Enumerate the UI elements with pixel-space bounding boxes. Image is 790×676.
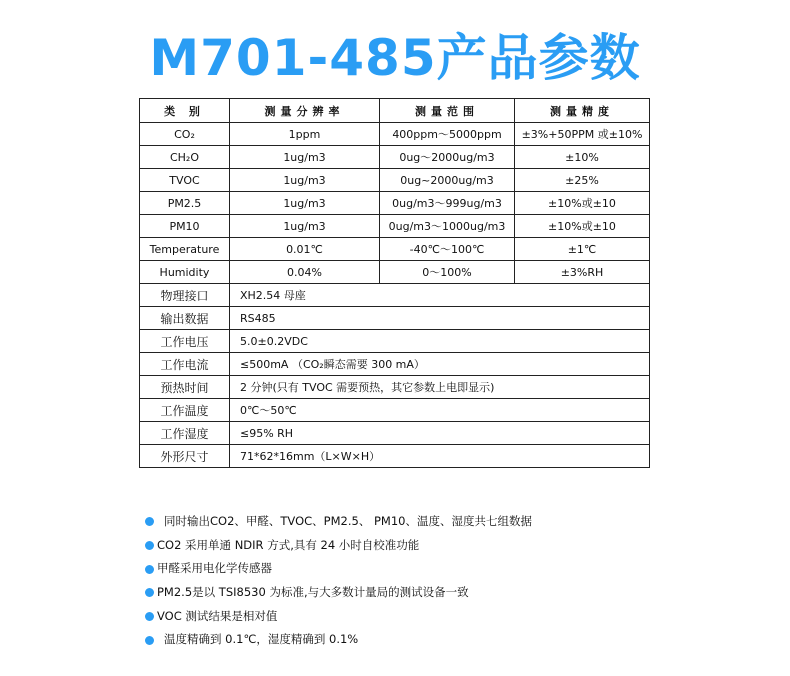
table-cell: CH₂O: [140, 146, 230, 169]
table-cell: 0.01℃: [230, 238, 380, 261]
spec-label: 工作电压: [140, 330, 230, 353]
list-item: [145, 557, 705, 581]
bullet-icon: [145, 565, 154, 574]
bullet-icon: [145, 517, 154, 526]
table-cell: ±10%: [515, 146, 650, 169]
spec-row: [140, 445, 650, 468]
table-cell: PM2.5: [140, 192, 230, 215]
spec-label: 预热时间: [140, 376, 230, 399]
table-cell: Temperature: [140, 238, 230, 261]
spec-label: 工作电流: [140, 353, 230, 376]
column-header: 测量精度: [515, 99, 650, 123]
list-item-text: CO2 采用单通 NDIR 方式,具有 24 小时自校准功能: [157, 537, 420, 552]
table-cell: ±1℃: [515, 238, 650, 261]
table-cell: 0ug~2000ug/m3: [380, 169, 515, 192]
list-item: [145, 510, 705, 534]
table-cell: 1ug/m3: [230, 192, 380, 215]
column-header: 测量分辨率: [230, 99, 380, 123]
spec-value: 0℃～50℃: [230, 399, 650, 422]
list-item: [145, 628, 705, 652]
table-cell: ±3%RH: [515, 261, 650, 284]
table-cell: 400ppm～5000ppm: [380, 123, 515, 146]
table-row: [140, 238, 650, 261]
spec-row: [140, 307, 650, 330]
bullet-icon: [145, 636, 154, 645]
list-item-text: PM2.5是以 TSI8530 为标准,与大多数计量局的测试设备一致: [157, 585, 469, 600]
column-header: 测量范围: [380, 99, 515, 123]
table-cell: CO₂: [140, 123, 230, 146]
list-item-text: VOC 测试结果是相对值: [157, 608, 278, 623]
table-cell: Humidity: [140, 261, 230, 284]
list-item: [145, 605, 705, 629]
column-header: 类 别: [140, 99, 230, 123]
table-cell: -40℃～100℃: [380, 238, 515, 261]
bullet-icon: [145, 541, 154, 550]
spec-value: XH2.54 母座: [230, 284, 650, 307]
spec-value: ≤95% RH: [230, 422, 650, 445]
table-header-row: [140, 99, 650, 123]
parameter-table: [139, 98, 650, 468]
spec-value: ≤500mA （CO₂瞬态需要 300 mA）: [230, 353, 650, 376]
table-cell: 0ug/m3～1000ug/m3: [380, 215, 515, 238]
table-cell: ±10%或±10: [515, 215, 650, 238]
spec-value: 5.0±0.2VDC: [230, 330, 650, 353]
table-cell: 1ug/m3: [230, 146, 380, 169]
page-title: M701-485产品参数: [149, 29, 641, 87]
list-item-text: 甲醛采用电化学传感器: [157, 561, 272, 576]
table-cell: 1ug/m3: [230, 169, 380, 192]
spec-label: 外形尺寸: [140, 445, 230, 468]
feature-list: [145, 510, 705, 652]
table-cell: ±10%或±10: [515, 192, 650, 215]
list-item: [145, 581, 705, 605]
table-row: [140, 123, 650, 146]
spec-row: [140, 422, 650, 445]
table-cell: 1ug/m3: [230, 215, 380, 238]
table-row: [140, 215, 650, 238]
table-cell: 1ppm: [230, 123, 380, 146]
bullet-icon: [145, 612, 154, 621]
spec-label: 输出数据: [140, 307, 230, 330]
table-cell: ±3%+50PPM 或±10%: [515, 123, 650, 146]
list-item: [145, 534, 705, 558]
spec-label: 工作温度: [140, 399, 230, 422]
list-item-text: 同时输出CO2、甲醛、TVOC、PM2.5、 PM10、温度、湿度共七组数据: [164, 514, 532, 528]
table-cell: 0ug～2000ug/m3: [380, 146, 515, 169]
spec-row: [140, 376, 650, 399]
table-cell: 0.04%: [230, 261, 380, 284]
spec-value: RS485: [230, 307, 650, 330]
table-row: [140, 261, 650, 284]
table-cell: 0ug/m3～999ug/m3: [380, 192, 515, 215]
list-item-text: 温度精确到 0.1℃，湿度精确到 0.1%: [164, 632, 359, 647]
spec-label: 物理接口: [140, 284, 230, 307]
spec-row: [140, 399, 650, 422]
table-cell: TVOC: [140, 169, 230, 192]
table-cell: PM10: [140, 215, 230, 238]
spec-row: [140, 284, 650, 307]
table-row: [140, 192, 650, 215]
table-cell: 0～100%: [380, 261, 515, 284]
spec-value: 71*62*16mm（L×W×H）: [230, 445, 650, 468]
spec-label: 工作湿度: [140, 422, 230, 445]
bullet-icon: [145, 588, 154, 597]
table-row: [140, 146, 650, 169]
spec-row: [140, 353, 650, 376]
spec-row: [140, 330, 650, 353]
spec-value: 2 分钟(只有 TVOC 需要预热，其它参数上电即显示): [230, 376, 650, 399]
table-cell: ±25%: [515, 169, 650, 192]
table-row: [140, 169, 650, 192]
